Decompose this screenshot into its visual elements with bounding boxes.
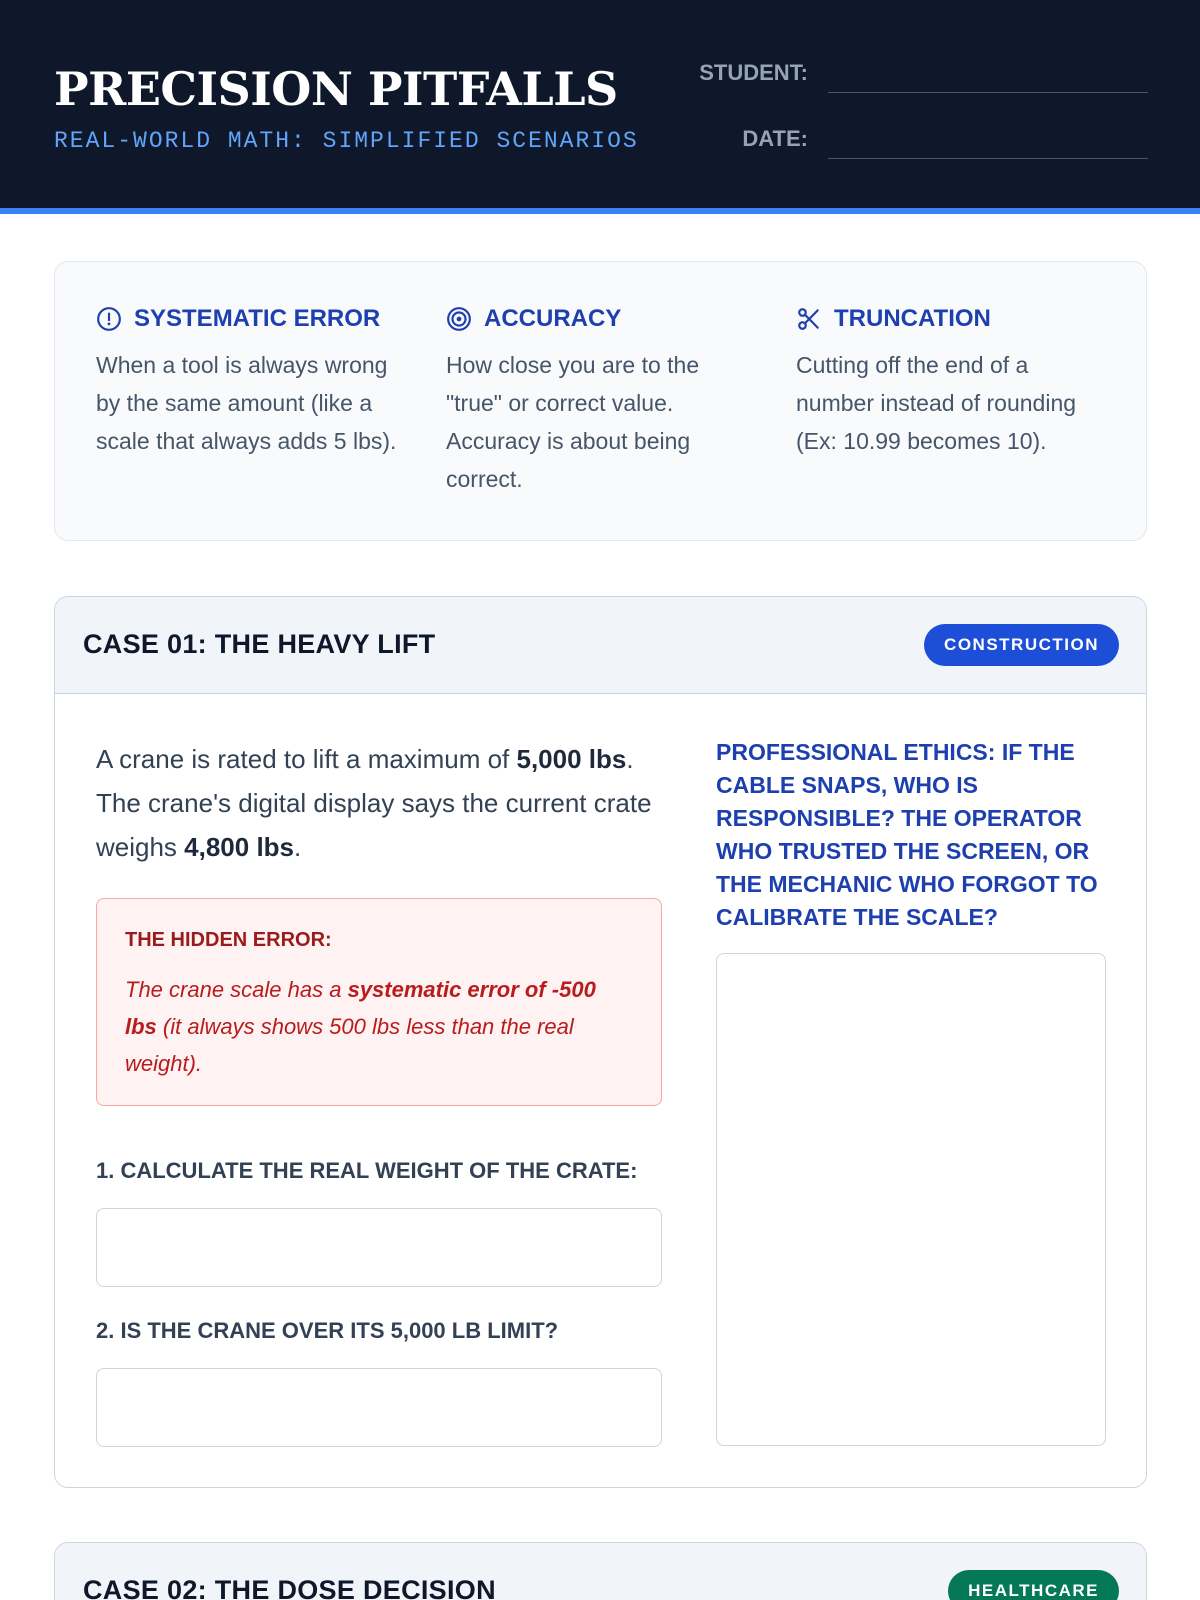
case-header xyxy=(55,597,1146,694)
hidden-error-box xyxy=(96,898,662,1106)
page-header xyxy=(0,0,1200,214)
student-field[interactable] xyxy=(828,52,1148,92)
glossary-term-title: ACCURACY xyxy=(484,305,622,332)
hidden-error-value: systematic error of -500 lbs xyxy=(125,977,596,1039)
page-subtitle: REAL-WORLD MATH: SIMPLIFIED SCENARIOS xyxy=(54,128,639,154)
category-badge: HEALTHCARE xyxy=(948,1570,1119,1600)
hidden-error-text-part: The crane scale has a xyxy=(125,977,348,1002)
glossary-term-title: TRUNCATION xyxy=(834,305,991,332)
glossary-term-definition: Cutting off the end of a number instead of rounding (Ex: 10.99 becomes 10). xyxy=(796,352,1077,454)
hidden-error-text xyxy=(125,971,625,1082)
display-weight-value: 4,800 lbs xyxy=(184,832,295,862)
date-underline xyxy=(828,158,1148,159)
case-header xyxy=(55,1543,1146,1600)
glossary-term-title: SYSTEMATIC ERROR xyxy=(134,305,381,332)
scenario-text xyxy=(96,737,661,869)
case-card-02 xyxy=(54,1542,1147,1600)
glossary-term-systematic-error xyxy=(96,302,406,460)
question-1-answer-field[interactable] xyxy=(96,1208,662,1287)
page-title: PRECISION PITFALLS xyxy=(54,62,618,116)
question-1-label: 1. CALCULATE THE REAL WEIGHT OF THE CRATE: xyxy=(96,1158,638,1183)
question-2-label: 2. IS THE CRANE OVER ITS 5,000 LB LIMIT? xyxy=(96,1318,559,1343)
glossary-term-definition: When a tool is always wrong by the same amount (like a scale that always adds 5 lbs). xyxy=(96,352,397,454)
case-title: CASE 02: THE DOSE DECISION xyxy=(83,1575,496,1600)
glossary-term-definition: How close you are to the "true" or correct value. Accuracy is about being correct. xyxy=(446,352,700,492)
glossary-panel xyxy=(54,261,1147,541)
case-title: CASE 01: THE HEAVY LIFT xyxy=(83,629,436,659)
date-field[interactable] xyxy=(828,118,1148,158)
student-label: STUDENT: xyxy=(699,60,808,85)
alert-circle-icon xyxy=(96,306,122,332)
ethics-prompt: PROFESSIONAL ETHICS: IF THE CABLE SNAPS, WHO IS RESPONSIBLE? THE OPERATOR WHO TRUSTED THE SCREEN, OR THE MECHANIC WHO FORGOT TO CALIBRATE THE SCALE? xyxy=(716,739,1098,930)
case-card-01 xyxy=(54,596,1147,1488)
student-underline xyxy=(828,92,1148,93)
ethics-response-field[interactable] xyxy=(716,953,1106,1446)
category-badge: CONSTRUCTION xyxy=(924,624,1119,666)
glossary-term-accuracy xyxy=(446,302,756,498)
target-icon xyxy=(446,306,472,332)
hidden-error-label: THE HIDDEN ERROR: xyxy=(125,929,332,951)
question-2-answer-field[interactable] xyxy=(96,1368,662,1447)
scenario-text-part: A crane is rated to lift a maximum of xyxy=(96,744,517,774)
scenario-text-part: . The crane's digital display says the current crate weighs xyxy=(96,744,652,862)
date-label: DATE: xyxy=(742,126,808,151)
glossary-term-truncation xyxy=(796,302,1106,460)
scenario-text-part: . xyxy=(294,832,302,862)
max-load-value: 5,000 lbs xyxy=(516,744,627,774)
scissors-icon xyxy=(796,306,822,332)
hidden-error-text-part: (it always shows 500 lbs less than the real weight). xyxy=(125,1014,574,1076)
